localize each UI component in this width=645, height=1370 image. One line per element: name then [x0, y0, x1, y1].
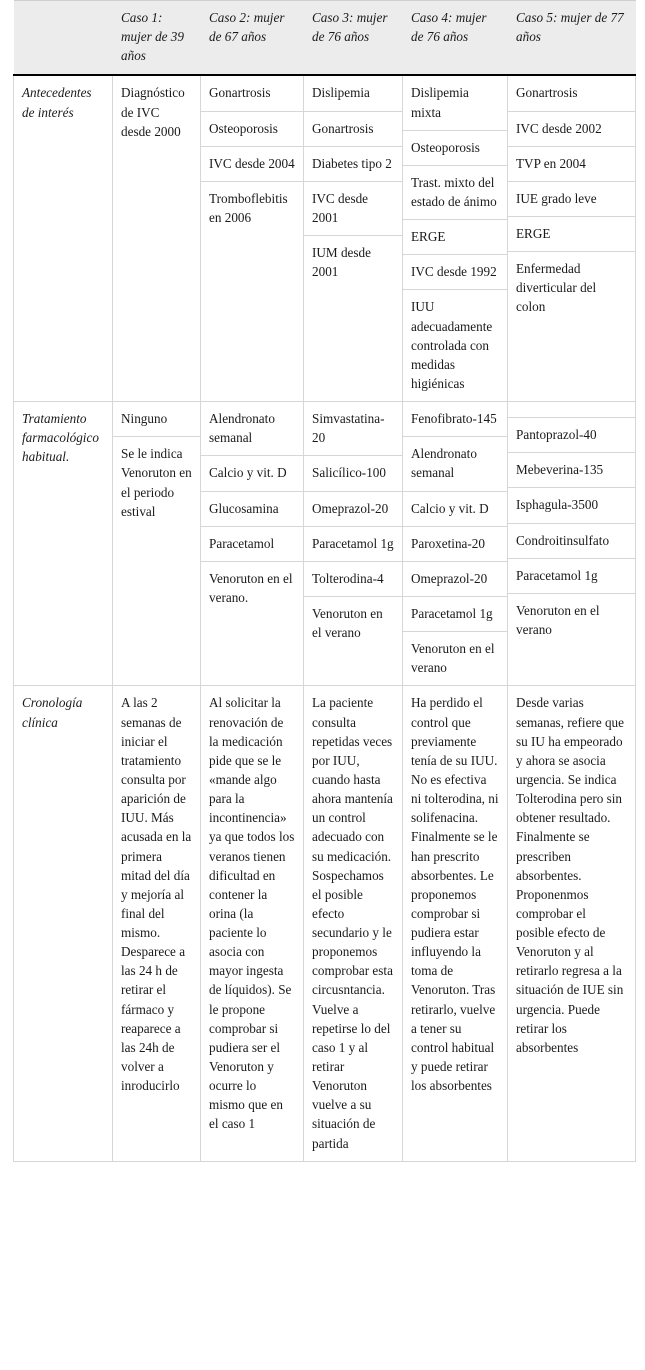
list-item: Fenofibrato-145	[403, 402, 507, 437]
section-label-cronologia: Cronología clínica	[14, 686, 113, 1161]
list-item: IUU adecuadamente controlada con medidas higiénicas	[411, 299, 493, 391]
list-item: Ninguno	[113, 402, 200, 437]
list-item: IVC desde 2001	[304, 182, 402, 236]
list-item: Dislipemia	[304, 76, 402, 111]
list-item: Gonartrosis	[508, 76, 635, 111]
list-item: Salicílico-100	[304, 456, 402, 491]
list-item: Diabetes tipo 2	[304, 147, 402, 182]
section-row-tratamiento	[14, 402, 636, 686]
section-tratamiento-case3	[304, 402, 403, 686]
section-tratamiento-case2	[201, 402, 304, 686]
list-item: Calcio y vit. D	[403, 492, 507, 527]
section-tratamiento-case5	[508, 402, 636, 686]
narrative-text: La paciente consulta repetidas veces por IUU, cuando hasta ahora mantenía un control adecuado con su medicación. Sospechamos el posible efecto secundario y le proponemos comprobar esta circusntancia. Vuelve a repetirse lo del caso 1 y al retirar Venoruton vuelve a su situación de partida	[312, 695, 393, 1151]
subcell-stack	[304, 76, 402, 289]
list-item: Paracetamol 1g	[304, 527, 402, 562]
subcell-stack	[403, 76, 507, 401]
section-antecedentes-case5	[508, 75, 636, 401]
narrative-text: Desde varias semanas, refiere que su IU ha empeorado y ahora se asocia urgencia. Se indica Tolterodina pero sin obtener resultado. Finalmente se prescriben absorbentes. Proponenmos comprobar el posible efecto de Venoruton y al retirarlo regresa a la situación de IUE sin urgencia. Puede retirar los absorbentes	[516, 695, 625, 1055]
list-item: ERGE	[508, 217, 635, 252]
header-cell-case3: Caso 3: mujer de 76 años	[304, 1, 403, 76]
list-item: IVC desde 1992	[403, 255, 507, 290]
section-label-tratamiento: Tratamiento farmacológico habitual.	[14, 402, 113, 686]
narrative-text: A las 2 semanas de iniciar el tratamiento consulta por aparición de IUU. Más acusada en la primera mitad del día y mejoría al final del mismo. Desparece a las 24 h de retirar el fármaco y reaparece a las 24h de volver a inroducirlo	[121, 695, 192, 1094]
list-item: Trast. mixto del estado de ánimo	[403, 166, 507, 220]
subcell-stack	[113, 402, 200, 529]
list-item: Omeprazol-20	[403, 562, 507, 597]
section-antecedentes-case2	[201, 75, 304, 401]
header-row	[14, 1, 636, 76]
list-item: Alendronato semanal	[201, 402, 303, 456]
list-item: Osteoporosis	[201, 112, 303, 147]
header-cell-case1: Caso 1: mujer de 39 años	[113, 1, 201, 76]
list-item: IVC desde 2002	[508, 112, 635, 147]
header-cell-case4: Caso 4: mujer de 76 años	[403, 1, 508, 76]
section-cronologia-case3	[304, 686, 403, 1161]
section-tratamiento-case4	[403, 402, 508, 686]
subcell-stack	[113, 76, 200, 148]
narrative-text: Al solicitar la renovación de la medicación pide que se le «mande algo para la incontinencia» ya que todos los veranos tienen dificultad en contener la orina (la paciente lo asocia con mayor ingesta de líquidos). Se le propone comprobar si pudiera ser el Venoruton y ocurre lo mismo que en el caso 1	[209, 695, 295, 1132]
section-antecedentes-case4	[403, 75, 508, 401]
list-item: IVC desde 2004	[201, 147, 303, 182]
list-item: ERGE	[403, 220, 507, 255]
list-item: Paracetamol 1g	[403, 597, 507, 632]
list-item: Tolterodina-4	[304, 562, 402, 597]
list-item: Se le indica Venoruton en el periodo estival	[121, 446, 192, 519]
section-antecedentes-case3	[304, 75, 403, 401]
list-item: Condroitinsulfato	[508, 524, 635, 559]
section-label-antecedentes: Antecedentes de interés	[14, 75, 113, 401]
list-item: Mebeverina-135	[508, 453, 635, 488]
list-item: Glucosamina	[201, 492, 303, 527]
subcell-stack	[201, 76, 303, 235]
section-cronologia-case1	[113, 686, 201, 1161]
header-cell-case2: Caso 2: mujer de 67 años	[201, 1, 304, 76]
list-item: IUM desde 2001	[312, 245, 371, 280]
clinical-cases-table	[13, 0, 636, 1162]
list-item: Gonartrosis	[304, 112, 402, 147]
list-item: Calcio y vit. D	[201, 456, 303, 491]
section-cronologia-case2	[201, 686, 304, 1161]
list-item: Tromboflebitis en 2006	[209, 190, 288, 225]
list-item: Paracetamol	[201, 527, 303, 562]
list-item: Enfermedad diverticular del colon	[516, 261, 597, 315]
list-item: IUE grado leve	[508, 182, 635, 217]
section-cronologia-case5	[508, 686, 636, 1161]
list-item: Omeprazol-20	[304, 492, 402, 527]
list-item: Diagnóstico de IVC desde 2000	[121, 85, 185, 139]
table-body	[14, 75, 636, 1161]
subcell-stack	[201, 402, 303, 615]
subcell-stack	[508, 76, 635, 324]
list-item: Pantoprazol-40	[508, 418, 635, 453]
subcell-stack	[403, 402, 507, 685]
list-item: TVP en 2004	[508, 147, 635, 182]
list-item: Venoruton en el verano	[516, 602, 600, 637]
subcell-stack	[508, 402, 635, 647]
list-item: Venoruton en el verano	[411, 641, 495, 676]
list-item: Osteoporosis	[403, 131, 507, 166]
narrative-text: Ha perdido el control que previamente tenía de su IUU. No es efectiva ni tolterodina, ni solifenacina. Finalmente se le han prescrito absorbentes. Le proponemos comprobar si pudiera estar influyendo la toma de Venoruton. Tras retirarlo, vuelve a tener su control habitual y puede retirar los absorbentes	[411, 695, 499, 1094]
list-item: Venoruton en el verano	[312, 605, 383, 641]
list-item: Paroxetina-20	[403, 527, 507, 562]
section-cronologia-case4	[403, 686, 508, 1161]
header-cell-case5: Caso 5: mujer de 77 años	[508, 1, 636, 76]
list-item-empty	[508, 402, 635, 418]
section-antecedentes-case1	[113, 75, 201, 401]
subcell-stack	[304, 402, 402, 650]
section-row-cronologia	[14, 686, 636, 1161]
table-header	[14, 1, 636, 76]
header-cell-label	[14, 1, 113, 76]
list-item: Paracetamol 1g	[508, 559, 635, 594]
list-item: Simvastatina-20	[304, 402, 402, 456]
list-item: Alendronato semanal	[403, 437, 507, 491]
section-row-antecedentes	[14, 75, 636, 401]
list-item: Gonartrosis	[201, 76, 303, 111]
section-tratamiento-case1	[113, 402, 201, 686]
list-item: Isphagula-3500	[508, 488, 635, 523]
list-item: Venoruton en el verano.	[209, 570, 293, 605]
list-item: Dislipemia mixta	[403, 76, 507, 130]
